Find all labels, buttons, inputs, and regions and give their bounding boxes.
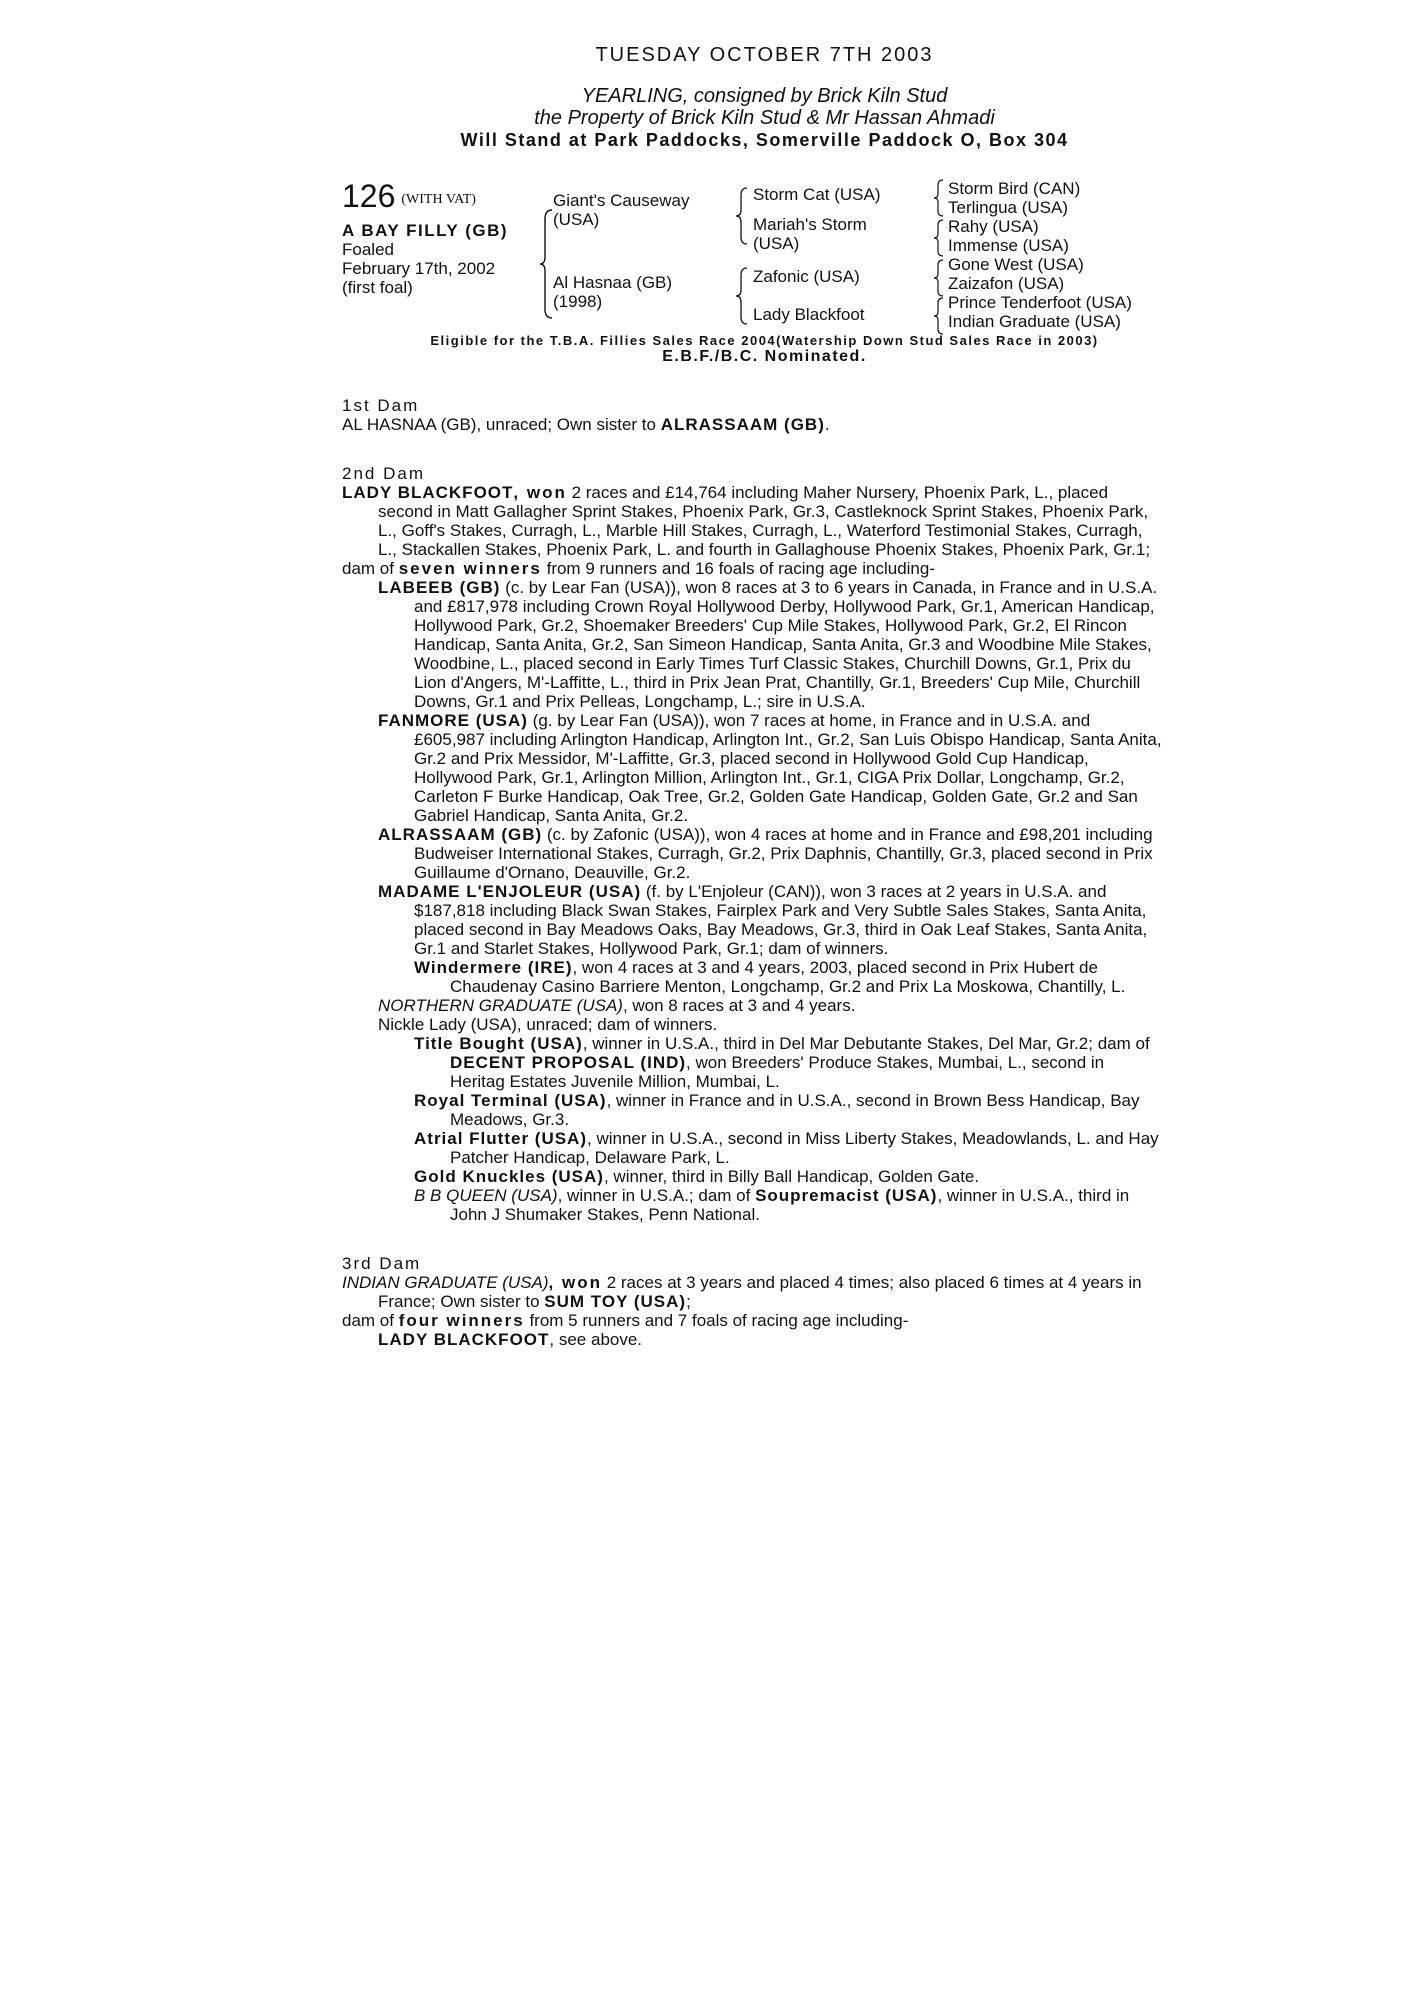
pedigree-brace-ds xyxy=(933,259,945,297)
pedigree-sds: Rahy (USA) xyxy=(948,217,1039,236)
sire-name: Giant's Causeway xyxy=(553,191,690,210)
first-dam-sister: ALRASSAAM (GB) xyxy=(660,415,825,434)
windermere-name: Windermere (IRE) xyxy=(414,958,573,977)
northern-graduate-text: , won 8 races at 3 and 4 years. xyxy=(622,996,856,1015)
pedigree-sss: Storm Bird (CAN) xyxy=(948,179,1081,198)
soupremacist-name: Soupremacist (USA) xyxy=(755,1186,938,1205)
third-dam-produce-line xyxy=(342,1311,1162,1330)
royal-terminal-text: , winner in France and in U.S.A., second in Brown Bess Handicap, Bay Meadows, Gr.3. xyxy=(450,1091,1140,1129)
sale-date: TUESDAY OCTOBER 7TH 2003 xyxy=(595,44,934,66)
atrial-flutter-name: Atrial Flutter (USA) xyxy=(414,1129,587,1148)
pedigree-dds: Prince Tenderfoot (USA) xyxy=(948,293,1132,312)
indian-graduate-text: 2 races at 3 years and placed 4 times; also placed 6 times at 4 years in France; Own sister to xyxy=(378,1273,1142,1311)
gold-knuckles-entry xyxy=(414,1167,1162,1186)
pedigree-ds: Zafonic (USA) xyxy=(753,267,860,286)
second-dam-section xyxy=(342,464,1162,1224)
madame-text: (f. by L'Enjoleur (CAN)), won 3 races at 2 years in U.S.A. and $187,818 including Black Swan Stakes, Fairplex Park and Very Subtle Sales Stakes, Santa Anita, placed second in Bay Meadows Oaks, Bay Meadows, Gr.3, third in Oak Leaf Stakes, Santa Anita, Gr.1 and Starlet Stakes, Hollywood Park, Gr.1; dam of winners. xyxy=(414,882,1148,958)
first-dam-title: 1st Dam xyxy=(342,396,420,415)
winners-count: seven winners xyxy=(398,559,542,578)
first-dam-text xyxy=(342,415,1162,434)
first-dam-name: AL HASNAA (GB) xyxy=(342,415,477,434)
lady-blackfoot-won: , won xyxy=(513,483,567,502)
windermere-entry xyxy=(414,958,1162,996)
nickle-lady-entry: Nickle Lady (USA), unraced; dam of winners. xyxy=(378,1015,718,1034)
lady-blackfoot-ref-name: LADY BLACKFOOT xyxy=(378,1330,550,1349)
pedigree-sire xyxy=(553,191,689,229)
third-dam-of-suffix: from 5 runners and 7 foals of racing age including- xyxy=(524,1311,909,1330)
indian-graduate-end: ; xyxy=(686,1292,691,1311)
dam-name: Al Hasnaa (GB) xyxy=(553,273,673,292)
pedigree-ssd: Terlingua (USA) xyxy=(948,198,1068,217)
title-bought-text: , winner in U.S.A., third in Del Mar Debutante Stakes, Del Mar, Gr.2; dam of xyxy=(582,1034,1150,1053)
lot-header xyxy=(367,85,1162,151)
property-line: the Property of Brick Kiln Stud & Mr Hassan Ahmadi xyxy=(534,107,995,129)
lady-blackfoot-ref-text: , see above. xyxy=(549,1330,643,1349)
third-dam-title: 3rd Dam xyxy=(342,1254,422,1273)
lot-info xyxy=(342,179,542,297)
northern-graduate-entry xyxy=(378,996,1162,1015)
sum-toy-name: SUM TOY (USA) xyxy=(544,1292,687,1311)
decent-proposal-text: , won Breeders' Produce Stakes, Mumbai, L., second in Heritag Estates Juvenile Million, Mumbai, L. xyxy=(450,1053,1105,1091)
first-dam-section xyxy=(342,396,1162,434)
third-dam-section xyxy=(342,1254,1162,1349)
labeeb-name: LABEEB (GB) xyxy=(378,578,501,597)
pedigree-dsd: Zaizafon (USA) xyxy=(948,274,1065,293)
foaled-date: February 17th, 2002 xyxy=(342,259,496,278)
pedigree-brace-sd xyxy=(933,219,945,257)
atrial-flutter-text: , winner in U.S.A., second in Miss Liberty Stakes, Meadowlands, L. and Hay Patcher Handicap, Delaware Park, L. xyxy=(450,1129,1159,1167)
horse-description: A BAY FILLY (GB) xyxy=(342,221,509,240)
catalogue-page xyxy=(342,44,1162,1349)
lady-blackfoot-text: 2 races and £14,764 including Maher Nursery, Phoenix Park, L., placed second in Matt Gallagher Sprint Stakes, Phoenix Park, Gr.3, Castleknock Sprint Stakes, Phoenix Park, L., Goff's Stakes, Curragh, L., Marble Hill Stakes, Curragh, L., Waterford Testimonial Stakes, Curragh, L., Stackallen Stakes, Phoenix Park, L. and fourth in Gallaghouse Phoenix Stakes, Phoenix Park, Gr.1; xyxy=(378,483,1151,559)
pedigree-sdd: Immense (USA) xyxy=(948,236,1069,255)
indian-graduate-name: INDIAN GRADUATE (USA) xyxy=(342,1273,549,1292)
pedigree-sd-country: (USA) xyxy=(753,234,800,253)
alrassaam-name: ALRASSAAM (GB) xyxy=(378,825,543,844)
dam-of-prefix: dam of xyxy=(342,559,399,578)
lot-number: 126 xyxy=(342,178,396,214)
title-bought-name: Title Bought (USA) xyxy=(414,1034,583,1053)
eligibility-note: Eligible for the T.B.A. Fillies Sales Race 2004(Watership Down Stud Sales Race in 2003) xyxy=(430,333,1099,348)
pedigree-brace-dd xyxy=(933,297,945,335)
vat-note: (WITH VAT) xyxy=(401,192,476,207)
first-dam-desc: , unraced; Own sister to xyxy=(476,415,661,434)
foaled-label: Foaled xyxy=(342,240,394,259)
decent-proposal-name: DECENT PROPOSAL (IND) xyxy=(450,1053,687,1072)
pedigree-ddd: Indian Graduate (USA) xyxy=(948,312,1121,331)
title-bought-entry xyxy=(414,1034,1162,1091)
pedigree-block xyxy=(342,179,1162,333)
pedigree-sd xyxy=(753,215,867,253)
alrassaam-text: (c. by Zafonic (USA)), won 4 races at home and in France and £98,201 including Budweiser International Stakes, Curragh, Gr.2, Prix Daphnis, Chantilly, Gr.3, placed second in Prix Guillaume d'Ornano, Deauville, Gr.2. xyxy=(414,825,1153,882)
northern-graduate-name: NORTHERN GRADUATE (USA) xyxy=(378,996,623,1015)
madame-entry xyxy=(378,882,1162,958)
indian-graduate-entry xyxy=(342,1273,1162,1311)
third-dam-winners-count: four winners xyxy=(398,1311,525,1330)
pedigree-third-gen xyxy=(948,179,1132,331)
labeeb-text: (c. by Lear Fan (USA)), won 8 races at 3 to 6 years in Canada, in France and in U.S.A. and £817,978 including Crown Royal Hollywood Derby, Hollywood Park, Gr.1, American Handicap, Hollywood Park, Gr.2, Shoemaker Breeders' Cup Mile Stakes, Hollywood Park, Gr.2, El Rincon Handicap, Santa Anita, Gr.2, San Simeon Handicap, Santa Anita, Gr.3 and Woodbine Mile Stakes, Woodbine, L., placed second in Early Times Turf Classic Stakes, Churchill Downs, Gr.1, Prix du Lion d'Angers, M'-Laffitte, L., third in Prix Jean Prat, Chantilly, Gr.1, Breeders' Cup Mile, Churchill Downs, Gr.1 and Prix Pelleas, Longchamp, L.; sire in U.S.A. xyxy=(414,578,1158,711)
bb-queen-entry xyxy=(414,1186,1162,1224)
first-dam-end: . xyxy=(824,415,830,434)
royal-terminal-name: Royal Terminal (USA) xyxy=(414,1091,607,1110)
second-dam-title: 2nd Dam xyxy=(342,464,425,483)
alrassaam-entry xyxy=(378,825,1162,882)
pedigree-brace-ss xyxy=(933,179,945,217)
pedigree-ss: Storm Cat (USA) xyxy=(753,185,881,204)
pedigree-dam xyxy=(553,273,672,311)
dam-year: (1998) xyxy=(553,292,603,311)
labeeb-entry xyxy=(378,578,1162,711)
consignor-line: YEARLING, consigned by Brick Kiln Stud xyxy=(581,85,948,107)
lot-number-line xyxy=(342,179,542,217)
second-dam-produce-line xyxy=(342,559,1162,578)
bb-queen-text: , winner in U.S.A.; dam of xyxy=(557,1186,756,1205)
pedigree-brace-main xyxy=(540,209,554,319)
soupremacist-text: , winner in U.S.A., third in John J Shumaker Stakes, Penn National. xyxy=(450,1186,1130,1224)
madame-name: MADAME L'ENJOLEUR (USA) xyxy=(378,882,642,901)
fanmore-entry xyxy=(378,711,1162,825)
lady-blackfoot-entry xyxy=(342,483,1162,559)
nomination-note: E.B.F./B.C. Nominated. xyxy=(662,348,867,365)
lady-blackfoot-ref xyxy=(378,1330,1162,1349)
fanmore-name: FANMORE (USA) xyxy=(378,711,528,730)
windermere-text: , won 4 races at 3 and 4 years, 2003, placed second in Prix Hubert de Chaudenay Casino Barriere Menton, Longchamp, Gr.2 and Prix La Moskowa, Chantilly, L. xyxy=(450,958,1126,996)
pedigree-dd: Lady Blackfoot xyxy=(753,305,865,324)
pedigree-dss: Gone West (USA) xyxy=(948,255,1084,274)
pedigree-sd-name: Mariah's Storm xyxy=(753,215,867,234)
foal-note: (first foal) xyxy=(342,278,413,297)
gold-knuckles-text: , winner, third in Billy Ball Handicap, Golden Gate. xyxy=(603,1167,980,1186)
indian-graduate-won: , won xyxy=(548,1273,602,1292)
gold-knuckles-name: Gold Knuckles (USA) xyxy=(414,1167,604,1186)
royal-terminal-entry xyxy=(414,1091,1162,1129)
third-dam-of-prefix: dam of xyxy=(342,1311,399,1330)
bb-queen-name: B B QUEEN (USA) xyxy=(414,1186,558,1205)
lady-blackfoot-name: LADY BLACKFOOT xyxy=(342,483,514,502)
pedigree-brace-dam xyxy=(735,267,749,325)
atrial-flutter-entry xyxy=(414,1129,1162,1167)
dam-of-suffix: from 9 runners and 16 foals of racing age including- xyxy=(541,559,935,578)
fanmore-text: (g. by Lear Fan (USA)), won 7 races at home, in France and in U.S.A. and £605,987 including Arlington Handicap, Arlington Int., Gr.2, San Luis Obispo Handicap, Santa Anita, Gr.2 and Prix Messidor, M'-Laffitte, Gr.3, placed second in Hollywood Gold Cup Handicap, Hollywood Park, Gr.1, Arlington Million, Arlington Int., Gr.1, CIGA Prix Dollar, Longchamp, Gr.2, Carleton F Burke Handicap, Oak Tree, Gr.2, Golden Gate Handicap, Golden Gate, Gr.2 and San Gabriel Handicap, Santa Anita, Gr.2. xyxy=(414,711,1162,825)
location-line: Will Stand at Park Paddocks, Somerville Paddock O, Box 304 xyxy=(460,130,1069,150)
sire-country: (USA) xyxy=(553,210,600,229)
pedigree-brace-sire xyxy=(735,187,749,245)
